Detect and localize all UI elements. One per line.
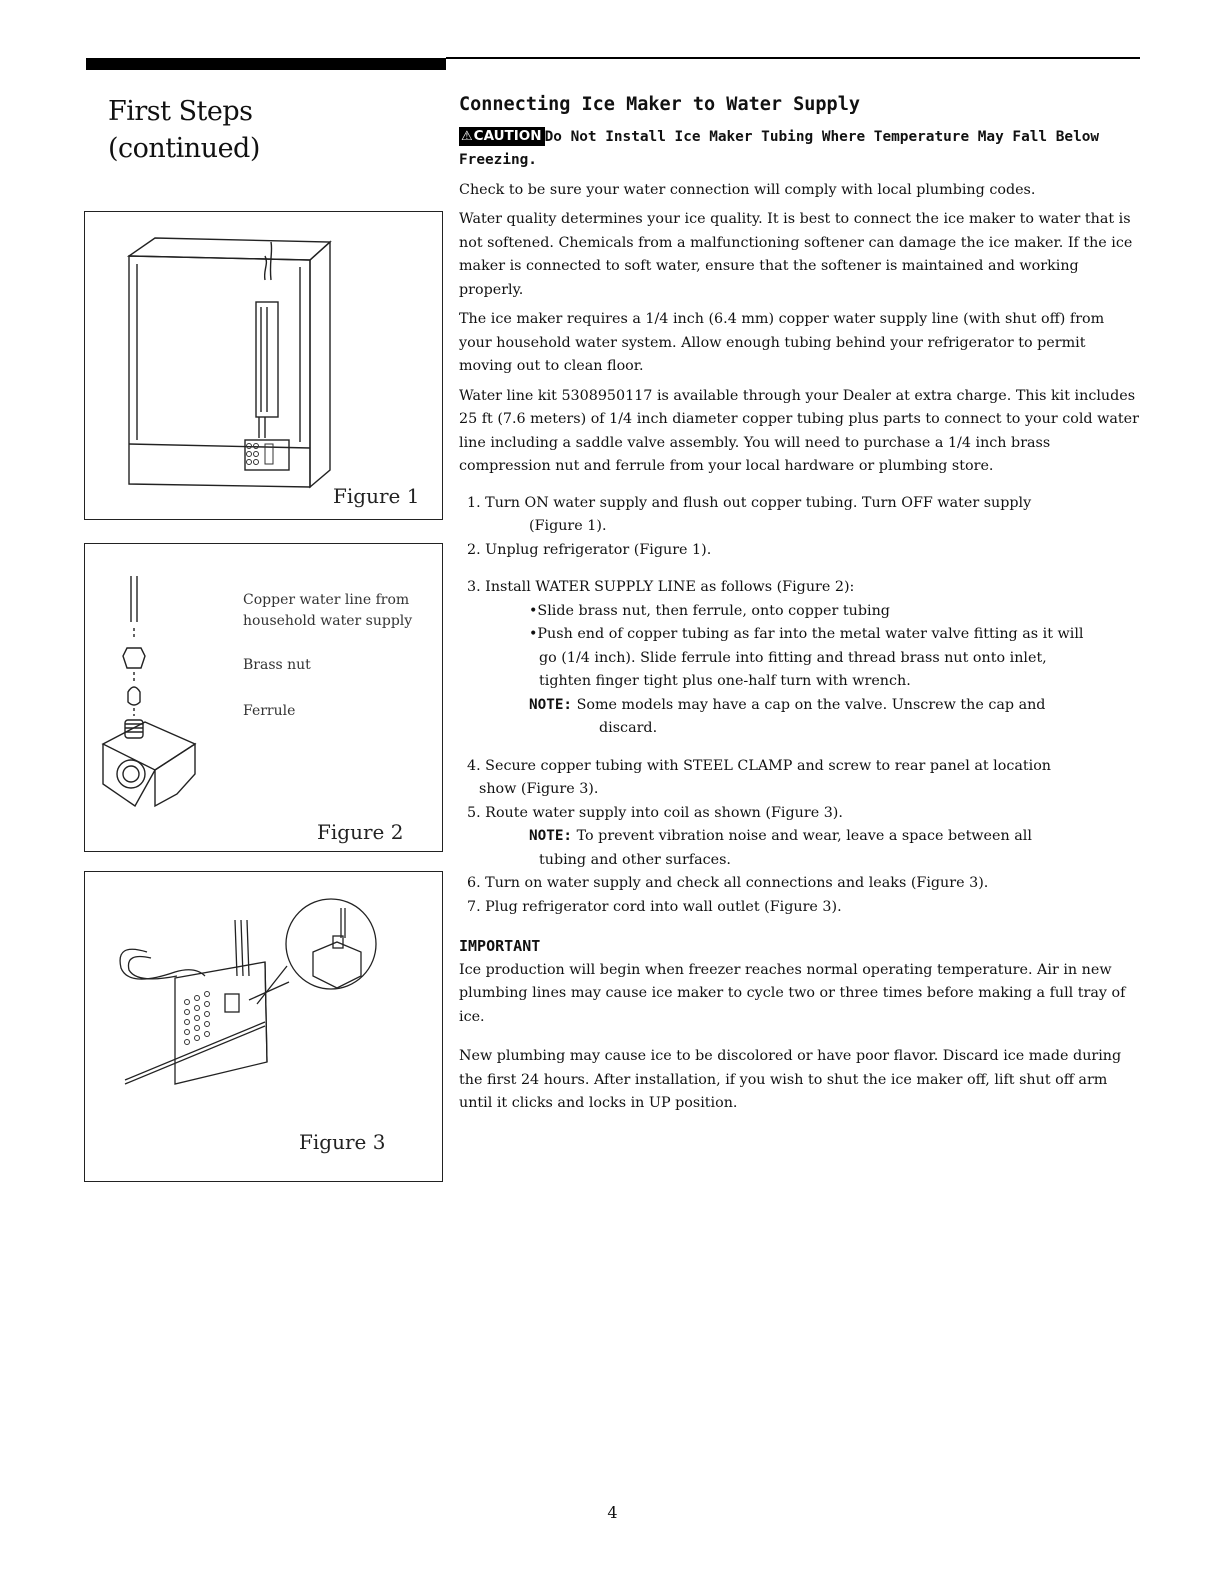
figure-2-label-brass-nut: Brass nut	[243, 657, 311, 673]
warning-icon: ⚠	[461, 128, 473, 144]
rear-panel-clamp-illustration	[85, 872, 442, 1181]
figure-2-label-copper-line: Copper water line from	[243, 592, 410, 608]
caution-badge-label: CAUTION	[473, 127, 542, 144]
paragraph-codes: Check to be sure your water connection will comply with local plumbing codes.	[459, 181, 1036, 198]
paragraph-requirements: The ice maker requires a 1/4 inch (6.4 mm) copper water supply line (with shut off) from your household water system. Allow enough tubing behind your refrigerator to permit moving out to clean floor.	[459, 311, 1105, 374]
step-1: 1. Turn ON water supply and flush out copper tubing. Turn OFF water supply	[467, 494, 1032, 511]
step-4: 4. Secure copper tubing with STEEL CLAMP and screw to rear panel at location	[467, 757, 1052, 774]
important-heading: IMPORTANT	[459, 937, 541, 955]
paragraph-kit: Water line kit 5308950117 is available through your Dealer at extra charge. This kit includes 25 ft (7.6 meters) of 1/4 inch diameter copper tubing plus parts to connect to your cold water line including a saddle valve assembly. You will need to purchase a 1/4 inch brass compression nut and ferrule from your local hardware or plumbing store.	[459, 387, 1139, 474]
section-title-line2: (continued)	[108, 133, 260, 164]
step-4-cont: show (Figure 3).	[479, 781, 599, 797]
step-5-note-text: To prevent vibration noise and wear, leave a space between all	[572, 828, 1032, 844]
figure-2-label-supply: household water supply	[243, 613, 413, 629]
step-3-bullet-2: •Push end of copper tubing as far into the metal water valve fitting as it will	[529, 626, 1084, 642]
step-3-bullet-2-cont-a: go (1/4 inch). Slide ferrule into fitting and thread brass nut onto inlet,	[539, 649, 1047, 666]
step-2: 2. Unplug refrigerator (Figure 1).	[467, 541, 712, 558]
step-3-note-cont: discard.	[599, 720, 658, 736]
note-label: NOTE:	[529, 696, 573, 713]
step-6: 6. Turn on water supply and check all connections and leaks (Figure 3).	[467, 875, 989, 891]
figure-2-label-ferrule: Ferrule	[243, 703, 296, 719]
step-1-cont: (Figure 1).	[529, 518, 607, 534]
step-3-bullet-2-cont-b: tighten finger tight plus one-half turn with wrench.	[539, 673, 911, 689]
step-3-bullet-1: •Slide brass nut, then ferrule, onto copper tubing	[529, 602, 890, 619]
main-content	[459, 93, 1141, 1122]
paragraph-water-quality: Water quality determines your ice quality. It is best to connect the ice maker to water that is not softened. Chemicals from a malfunctioning softener can damage the ice maker. If the ice maker is connected to soft water, ensure that the softener is maintained and working properly.	[459, 211, 1133, 298]
caution-text: Do Not Install Ice Maker Tubing Where Temperature May Fall Below Freezing.	[459, 128, 1100, 168]
step-7: 7. Plug refrigerator cord into wall outlet (Figure 3).	[467, 898, 842, 915]
section-title-line1: First Steps	[108, 96, 253, 127]
section-title	[108, 93, 260, 167]
figure-2-panel	[84, 543, 443, 852]
figure-2-caption: Figure 2	[317, 820, 404, 844]
final-paragraph: New plumbing may cause ice to be discolored or have poor flavor. Discard ice made during the first 24 hours. After installation, if you wish to shut the ice maker off, lift shut off arm until it clicks and locks in UP position.	[459, 1048, 1122, 1111]
step-5: 5. Route water supply into coil as shown (Figure 3).	[467, 804, 843, 821]
section-heading: Connecting Ice Maker to Water Supply	[459, 94, 860, 115]
header-rule-thick	[86, 58, 446, 70]
step-3-note-text: Some models may have a cap on the valve. Unscrew the cap and	[572, 696, 1046, 713]
important-paragraph: Ice production will begin when freezer reaches normal operating temperature. Air in new plumbing lines may cause ice maker to cycle two or three times before making a full tray of ice.	[459, 961, 1126, 1025]
header-rule-thin	[446, 57, 1140, 59]
step-5-note	[459, 825, 1141, 849]
caution-block	[459, 126, 1141, 173]
step-3-note	[459, 694, 1141, 718]
figure-1-caption: Figure 1	[333, 484, 420, 508]
refrigerator-rear-illustration	[85, 212, 442, 519]
installation-steps	[459, 492, 1141, 920]
step-5-note-cont: tubing and other surfaces.	[539, 851, 731, 868]
figure-1-panel	[84, 211, 443, 520]
figure-3-panel	[84, 871, 443, 1182]
figure-3-caption: Figure 3	[299, 1130, 386, 1154]
page-number: 4	[607, 1503, 618, 1522]
note-label: NOTE:	[529, 828, 573, 844]
caution-badge	[459, 127, 545, 146]
step-3: 3. Install WATER SUPPLY LINE as follows (Figure 2):	[467, 579, 855, 595]
